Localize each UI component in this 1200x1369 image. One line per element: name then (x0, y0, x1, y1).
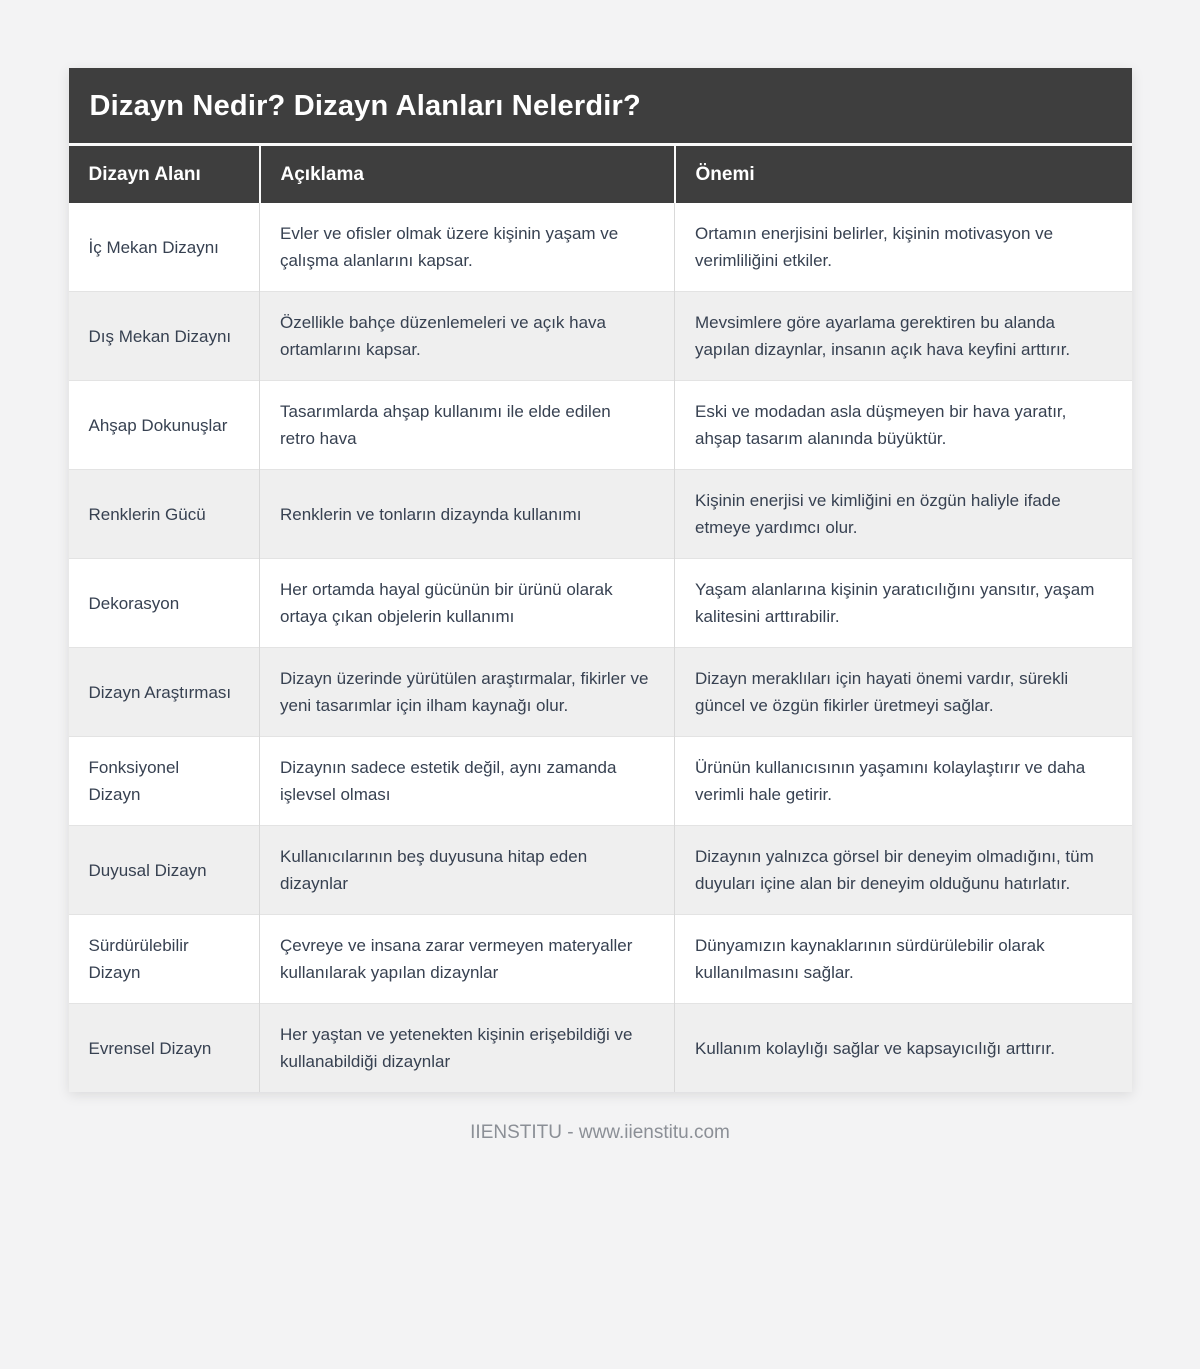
cell-dizayn-alani: Sürdürülebilir Dizayn (69, 915, 260, 1004)
column-header-aciklama: Açıklama (260, 146, 675, 203)
table-row (69, 737, 1132, 826)
table-row (69, 648, 1132, 737)
cell-dizayn-alani: Renklerin Gücü (69, 470, 260, 559)
cell-dizayn-alani: Dizayn Araştırması (69, 648, 260, 737)
cell-aciklama: Özellikle bahçe düzenlemeleri ve açık hava ortamlarını kapsar. (260, 292, 675, 381)
cell-onemi: Yaşam alanlarına kişinin yaratıcılığını yansıtır, yaşam kalitesini arttırabilir. (675, 559, 1132, 648)
table-header (69, 146, 1132, 203)
table-card (69, 68, 1132, 1092)
table-row (69, 292, 1132, 381)
table-row (69, 559, 1132, 648)
table-row (69, 470, 1132, 559)
table-row (69, 1004, 1132, 1093)
cell-dizayn-alani: Evrensel Dizayn (69, 1004, 260, 1093)
cell-onemi: Ürünün kullanıcısının yaşamını kolaylaştırır ve daha verimli hale getirir. (675, 737, 1132, 826)
cell-dizayn-alani: Dış Mekan Dizaynı (69, 292, 260, 381)
cell-aciklama: Dizayn üzerinde yürütülen araştırmalar, fikirler ve yeni tasarımlar için ilham kaynağı olur. (260, 648, 675, 737)
cell-onemi: Dünyamızın kaynaklarının sürdürülebilir olarak kullanılmasını sağlar. (675, 915, 1132, 1004)
cell-aciklama: Evler ve ofisler olmak üzere kişinin yaşam ve çalışma alanlarını kapsar. (260, 203, 675, 292)
footer-credit: IIENSTITU - www.iienstitu.com (470, 1122, 730, 1143)
cell-onemi: Kullanım kolaylığı sağlar ve kapsayıcılığı arttırır. (675, 1004, 1132, 1093)
cell-dizayn-alani: Duyusal Dizayn (69, 826, 260, 915)
cell-onemi: Dizayn meraklıları için hayati önemi vardır, sürekli güncel ve özgün fikirler üretmeyi sağlar. (675, 648, 1132, 737)
cell-onemi: Eski ve modadan asla düşmeyen bir hava yaratır, ahşap tasarım alanında büyüktür. (675, 381, 1132, 470)
table-body (69, 203, 1132, 1092)
column-header-onemi: Önemi (675, 146, 1132, 203)
cell-aciklama: Her yaştan ve yetenekten kişinin erişebildiği ve kullanabildiği dizaynlar (260, 1004, 675, 1093)
cell-aciklama: Tasarımlarda ahşap kullanımı ile elde edilen retro hava (260, 381, 675, 470)
cell-dizayn-alani: Ahşap Dokunuşlar (69, 381, 260, 470)
cell-onemi: Ortamın enerjisini belirler, kişinin motivasyon ve verimliliğini etkiler. (675, 203, 1132, 292)
cell-onemi: Dizaynın yalnızca görsel bir deneyim olmadığını, tüm duyuları içine alan bir deneyim olduğunu hatırlatır. (675, 826, 1132, 915)
design-areas-table (69, 146, 1132, 1092)
cell-aciklama: Her ortamda hayal gücünün bir ürünü olarak ortaya çıkan objelerin kullanımı (260, 559, 675, 648)
cell-onemi: Kişinin enerjisi ve kimliğini en özgün haliyle ifade etmeye yardımcı olur. (675, 470, 1132, 559)
cell-aciklama: Kullanıcılarının beş duyusuna hitap eden dizaynlar (260, 826, 675, 915)
table-row (69, 203, 1132, 292)
page-title: Dizayn Nedir? Dizayn Alanları Nelerdir? (69, 68, 1132, 146)
column-header-dizayn-alani: Dizayn Alanı (69, 146, 260, 203)
cell-aciklama: Çevreye ve insana zarar vermeyen materyaller kullanılarak yapılan dizaynlar (260, 915, 675, 1004)
cell-aciklama: Renklerin ve tonların dizaynda kullanımı (260, 470, 675, 559)
cell-onemi: Mevsimlere göre ayarlama gerektiren bu alanda yapılan dizaynlar, insanın açık hava keyfini arttırır. (675, 292, 1132, 381)
cell-aciklama: Dizaynın sadece estetik değil, aynı zamanda işlevsel olması (260, 737, 675, 826)
cell-dizayn-alani: Dekorasyon (69, 559, 260, 648)
table-row (69, 915, 1132, 1004)
table-row (69, 381, 1132, 470)
table-row (69, 826, 1132, 915)
cell-dizayn-alani: Fonksiyonel Dizayn (69, 737, 260, 826)
header-row (69, 146, 1132, 203)
cell-dizayn-alani: İç Mekan Dizaynı (88, 237, 219, 257)
